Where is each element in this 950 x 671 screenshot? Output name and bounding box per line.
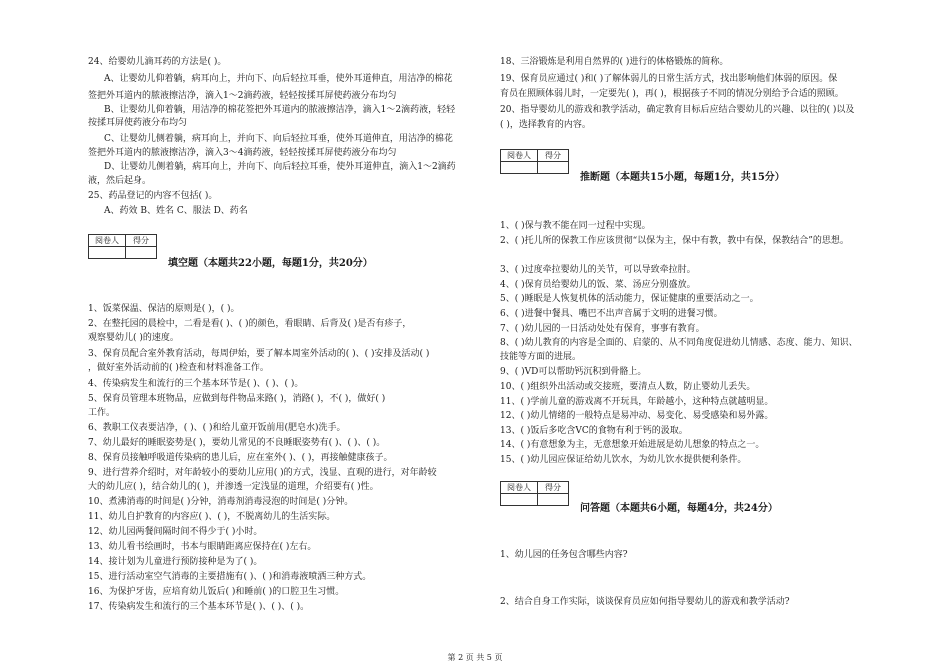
option-d: D、让婴幼儿侧着躺，病耳向上，并向下、向后轻拉耳垂，使外耳道伸直，滴入1～2滴药 [104, 162, 456, 172]
score-cell [538, 494, 569, 506]
judge-item: 11、( )学前儿童的游戏离不开玩具，年龄越小，这种特点就越明显。 [500, 397, 774, 407]
grader-label: 阅卷人 [501, 150, 538, 162]
fill-item: 19、保育员应通过( )和( )了解体弱儿的日常生活方式，找出影响他们体弱的原因。保 [500, 74, 838, 84]
score-box [88, 234, 157, 259]
judge-item: 5、( )睡眠是人恢复机体的活动能力，保证健康的重要活动之一。 [500, 294, 759, 304]
score-label: 得分 [538, 482, 569, 494]
grader-label: 阅卷人 [501, 482, 538, 494]
fill-item: 3、保育员配合室外教育活动，每周伊始，要了解本周室外活动的( )、( )安排及活动( ) [88, 349, 430, 359]
question-25: 25、药品登记的内容不包括( )。 [88, 191, 218, 201]
option-a: A、让婴幼儿仰着躺，病耳向上，并向下、向后轻拉耳垂，使外耳道伸直，用洁净的棉花 [104, 74, 453, 84]
score-label: 得分 [538, 150, 569, 162]
option-b-cont: 按揉耳屏使药液分布均匀 [88, 118, 188, 128]
grader-cell [89, 247, 126, 259]
section-title-qa: 问答题（本题共6小题，每题4分，共24分） [580, 503, 778, 514]
judge-item: 7、( )幼儿园的一日活动处处有保育，事事有教育。 [500, 324, 705, 334]
option-c: C、让婴幼儿侧着躺，病耳向上，并向下、向后轻拉耳垂，使外耳道伸直，用洁净的棉花 [104, 134, 453, 144]
fill-item: 4、传染病发生和流行的三个基本环节是( )、( )、( )。 [88, 379, 304, 389]
fill-item-cont: 观察婴幼儿( )的速度。 [88, 333, 179, 343]
fill-item: 9、进行营养介绍时，对年龄较小的要幼儿应用( )的方式，浅显、直观的进行，对年龄较 [88, 468, 437, 478]
fill-item-cont: ，做好室外活动前的( )检查和材料准备工作。 [88, 363, 269, 373]
judge-item: 1、( )保与教不能在同一过程中实现。 [500, 221, 651, 231]
judge-item: 4、( )保育员给婴幼儿的饭、菜、汤应分别盛放。 [500, 280, 696, 290]
judge-item-cont: 技能等方面的进展。 [500, 352, 582, 362]
grader-cell [501, 162, 538, 174]
fill-item-cont: 大的幼儿应( )，结合幼儿的( )，并渗透一定浅显的道理，介绍要有( )性。 [88, 482, 379, 492]
fill-item: 14、接计划为儿童进行预防接种是为了( )。 [88, 557, 263, 567]
score-box [500, 149, 569, 174]
section-title-judge: 推断题（本题共15小题，每题1分，共15分） [580, 172, 785, 183]
question-25-options: A、药效 B、姓名 C、服法 D、药名 [104, 206, 248, 216]
fill-item: 10、煮沸消毒的时间是( )分钟，消毒剂消毒浸泡的时间是( )分钟。 [88, 497, 354, 507]
fill-item: 6、教职工仪表要洁净，( )、( )和给儿童开饭前用(肥皂水)洗手。 [88, 423, 346, 433]
judge-item: 10、( )组织外出活动或交接班，要清点人数，防止婴幼儿丢失。 [500, 382, 756, 392]
judge-item: 2、( )托儿所的保教工作应该贯彻“以保为主，保中有教，教中有保，保教结合”的思想。 [500, 236, 849, 246]
fill-item: 18、三浴锻炼是利用自然界的( )进行的体格锻炼的简称。 [500, 57, 729, 67]
option-c-cont: 签把外耳道内的脓液擦洁净，滴入3～4滴药液，轻轻按揉耳屏使药液分布均匀 [88, 148, 397, 158]
fill-item: 7、幼儿最好的睡眠姿势是( )，要幼儿常见的不良睡眠姿势有( )、( )、( )。 [88, 438, 386, 448]
question-24: 24、给婴幼儿滴耳药的方法是( )。 [88, 57, 227, 67]
fill-item: 12、幼儿园两餐间隔时间不得少于( )小时。 [88, 527, 263, 537]
fill-item: 16、为保护牙齿，应培育幼儿饭后( )和睡前( )的口腔卫生习惯。 [88, 587, 345, 597]
score-cell [126, 247, 157, 259]
judge-item: 12、( )幼儿情绪的一般特点是易冲动、易变化、易受感染和易外露。 [500, 411, 774, 421]
score-cell [538, 162, 569, 174]
page-footer: 第 2 页 共 5 页 [447, 653, 503, 662]
fill-item: 20、指导婴幼儿的游戏和教学活动，确定教育目标后应结合婴幼儿的兴趣、以往的( )以及 [500, 105, 855, 115]
fill-item: 11、幼儿自护教育的内容应( )、( )，不脱离幼儿的生活实际。 [88, 512, 336, 522]
score-box [500, 481, 569, 506]
judge-item: 6、( )进餐中餐具、嘴巴不出声音属于文明的进餐习惯。 [500, 309, 723, 319]
qa-item: 1、幼儿园的任务包含哪些内容? [500, 550, 628, 560]
grader-label: 阅卷人 [89, 235, 126, 247]
judge-item: 14、( )有意想象为主，无意想象开始进展是幼儿想象的特点之一。 [500, 440, 765, 450]
option-b: B、让婴幼儿仰着躺，用洁净的棉花签把外耳道内的脓液擦洁净，滴入1～2滴药液，轻轻 [104, 105, 456, 115]
fill-item: 1、饭菜保温、保洁的原则是( )，( )。 [88, 304, 240, 314]
fill-item: 15、进行活动室空气消毒的主要措施有( )、( )和消毒液喷洒三种方式。 [88, 572, 372, 582]
fill-item-cont: 育员在照顾体弱儿时，一定要先( )，再( )，根据孩子不同的情况分别给予合适的照顾。 [500, 89, 844, 99]
qa-item: 2、结合自身工作实际，谈谈保育员应如何指导婴幼儿的游戏和教学活动? [500, 597, 790, 607]
fill-item: 2、在整托园的晨检中，二看是看( )、( )的颜色，看眼睛、后背及( )是否有疹子， [88, 319, 412, 329]
judge-item: 13、( )饭后多吃含VC的食物有利于钙的汲取。 [500, 426, 688, 436]
section-title-fill: 填空题（本题共22小题，每题1分，共20分） [168, 258, 373, 269]
fill-item: 8、保育员接触呼吸道传染病的患儿后，应在室外( )、( )，再接触健康孩子。 [88, 453, 393, 463]
judge-item: 3、( )过度牵拉婴幼儿的关节，可以导致牵拉肘。 [500, 265, 696, 275]
grader-cell [501, 494, 538, 506]
score-label: 得分 [126, 235, 157, 247]
option-a-cont: 签把外耳道内的脓液擦洁净，滴入1～2滴药液，轻轻按揉耳屏使药液分布均匀 [88, 91, 397, 101]
fill-item-cont: ( )，选择教育的内容。 [500, 120, 591, 130]
option-d-cont: 液，然后起身。 [88, 176, 152, 186]
fill-item: 17、传染病发生和流行的三个基本环节是( )、( )、( )。 [88, 602, 310, 612]
fill-item: 13、幼儿看书绘画时，书本与眼睛距离应保持在( )左右。 [88, 542, 317, 552]
fill-item-cont: 工作。 [88, 408, 116, 418]
judge-item: 15、( )幼儿园应保证给幼儿饮水，为幼儿饮水提供便利条件。 [500, 455, 747, 465]
judge-item: 9、( )VD可以帮助钙沉积到骨骼上。 [500, 367, 647, 377]
judge-item: 8、( )幼儿教育的内容是全面的、启蒙的、从不同角度促进幼儿情感、态度、能力、知识、 [500, 338, 858, 348]
fill-item: 5、保育员管理本班物品，应做到每件物品来路( )，消路( )，不( )，做好( ) [88, 394, 386, 404]
